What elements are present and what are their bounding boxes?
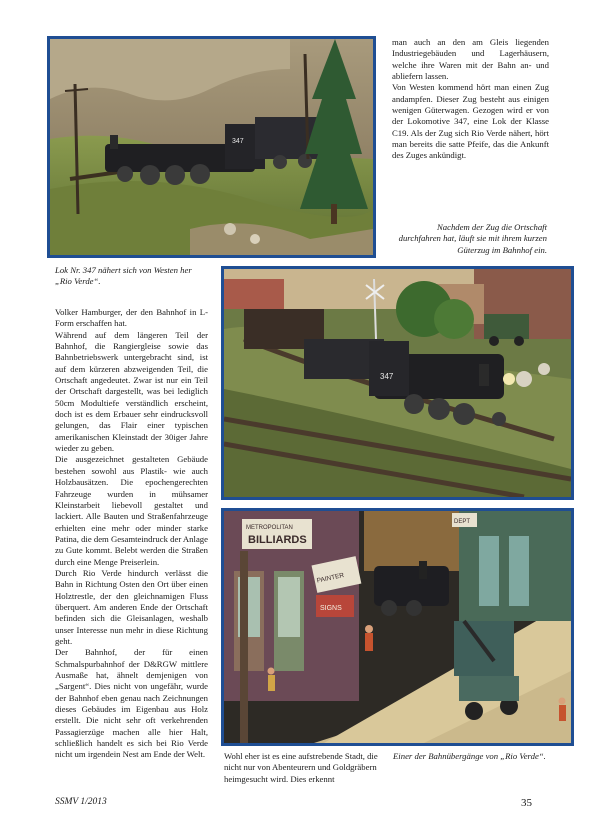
- sign-signs: SIGNS: [320, 605, 342, 612]
- column-middle-bottom: [224, 751, 379, 785]
- paragraph: man auch an den am Gleis liegenden Industriegebäuden und Lagerhäusern, welche ihre Waren mit der Bahn an- und abliefern lassen.: [392, 37, 549, 82]
- sign-billiards: BILLIARDS: [248, 534, 307, 546]
- page-number: 35: [521, 797, 532, 809]
- photo-loco-approaching-image: [50, 39, 373, 255]
- engine-number-label: 347: [232, 138, 244, 145]
- magazine-issue: SSMV 1/2013: [55, 797, 107, 807]
- column-left: [55, 307, 208, 761]
- photo-train-in-station-image: [224, 269, 571, 497]
- paragraph: Durch Rio Verde hindurch verlässt die Bahn in Richtung Osten den Ort über einen Holztrestle, der den gleichnamigen Fluss überquert. Am anderen Ende der Ortschaft befinden sich die Gleisanlagen, weshalb unser Interesse nun mehr in diese Richtung geht.: [55, 567, 208, 646]
- photo-loco-approaching: [47, 36, 376, 258]
- photo-level-crossing-image: [224, 511, 571, 743]
- paragraph: Wohl eher ist es eine aufstrebende Stadt, die nicht nur von Abenteurern und Goldgräbern heimgesucht wird. Dies erkennt: [224, 751, 378, 784]
- paragraph: Die ausgezeichnet gestalteten Gebäude bestehen sowohl aus Plastik- wie auch Holzbausätzen. Die epochengerechten Fahrzeuge wurden in mühsamer Kleinstarbeit liebevoll gestaltet und lackiert. Alle Bauten und Straßenfahrzeuge erhielten eine mehr oder minder starke Patina, die dem Gesamteindruck der Anlage zu Gute kommt. Belebt werden die Straßen durch eine Menge Preiserlein.: [55, 454, 208, 567]
- sign-metropolitan: METROPOLITAN: [246, 525, 293, 531]
- engine-number-label: 347: [380, 372, 394, 381]
- sign-painter: PAINTER: [316, 572, 345, 585]
- caption-level-crossing: Einer der Bahnübergänge von „Rio Verde“.: [393, 751, 546, 761]
- caption-train-arrives: Nachdem der Zug die Ortschaft durchfahren hat, läuft sie mit ihrem kurzen Güterzug im Bahnhof ein.: [398, 222, 547, 255]
- photo-train-in-station: [221, 266, 574, 500]
- photo-level-crossing: [221, 508, 574, 746]
- caption-loco-approaching: Lok Nr. 347 nähert sich von Westen her „Rio Verde“.: [55, 265, 192, 287]
- paragraph: Volker Hamburger, der den Bahnhof in L-Form erschaffen hat.: [55, 307, 208, 329]
- sign-dept: DEPT: [454, 519, 471, 525]
- paragraph: Während auf dem längeren Teil der Bahnhof, die Rangiergleise sowie das Bahnbetriebswerk untergebracht sind, ist auf dem kürzeren abzweigenden Teil, die Ortschaft angedeutet. Zwar ist nur ein Teil der Ortschaft dargestellt, was bei lediglich 50cm Modultiefe verständlich erscheint, doch ist es dem Erbauer sehr eindrucksvoll gelungen, das Flair einer typischen amerikanischen Kleinstadt der 30iger Jahre wieder zu geben.: [55, 329, 208, 454]
- column-right-top: [392, 37, 549, 162]
- paragraph: Von Westen kommend hört man einen Zug andampfen. Dieser Zug besteht aus einigen wenigen Güterwagen. Gezogen wird er von der Lokomotive 347, eine Lok der Klasse C19. Als der Zug sich Rio Verde nähert, hört man bereits die satte Pfeife, das die Ankunft des Zuges ankündigt.: [392, 82, 549, 161]
- paragraph: Der Bahnhof, der für einen Schmalspurbahnhof der D&RGW mittlere Ausmaße hat, ähnelt demjenigen von „Sargent“. Dies nicht von ungefähr, wurde der Bahnhof eben genau nach Zeichnungen dieses Gebäudes im Eigenbau aus Holz erstellt. Die nicht sehr oft verkehrenden Passagierzüge machen alle hier Halt, schließlich handelt es sich bei Rio Verde nicht um irgendein Nest am Ende der Welt.: [55, 647, 208, 760]
